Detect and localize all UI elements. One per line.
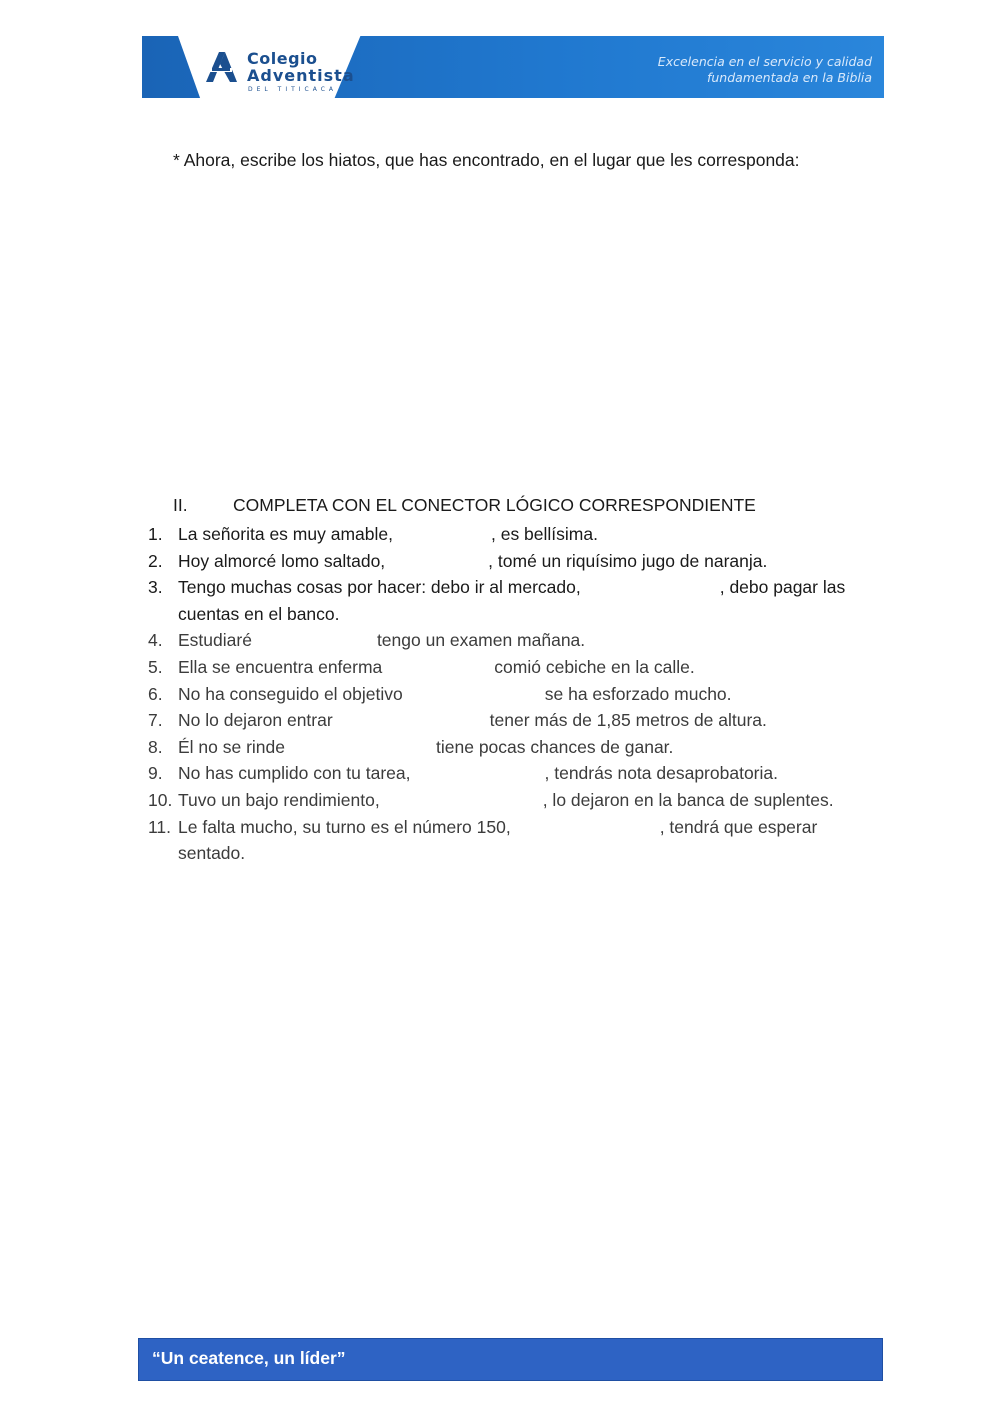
list-item bbox=[148, 734, 878, 761]
item-number: 5. bbox=[148, 656, 163, 677]
list-item bbox=[148, 681, 878, 708]
item-text-before: Ella se encuentra enferma bbox=[178, 656, 383, 677]
item-text-continuation: sentado. bbox=[178, 843, 246, 864]
item-number: 1. bbox=[148, 524, 163, 544]
item-text-after: tengo un examen mañana. bbox=[376, 630, 586, 651]
item-text-before: Estudiaré bbox=[178, 630, 252, 651]
item-text-after: , tendrás nota desaprobatoria. bbox=[544, 763, 778, 784]
item-text-after: , tomé un riquísimo jugo de naranja. bbox=[488, 550, 768, 571]
item-text-after: tiene pocas chances de ganar. bbox=[436, 736, 674, 757]
item-number: 7. bbox=[148, 710, 163, 731]
item-number: 8. bbox=[148, 736, 163, 757]
item-number: 10. bbox=[148, 789, 173, 810]
item-text-before: No has cumplido con tu tarea, bbox=[178, 763, 411, 784]
logo-name-line2: Adventista bbox=[247, 66, 355, 85]
item-text-before: Hoy almorcé lomo saltado, bbox=[178, 550, 386, 571]
list-item bbox=[148, 574, 878, 627]
logo-subtitle: DEL TITICACA bbox=[248, 86, 338, 93]
list-item bbox=[148, 627, 878, 654]
item-text-after: , tendrá que esperar bbox=[659, 816, 818, 837]
list-item bbox=[148, 548, 878, 575]
header-motto bbox=[658, 54, 872, 86]
logo-name-line1: Colegio bbox=[247, 49, 318, 68]
item-text-after: , debo pagar las bbox=[719, 577, 846, 598]
item-number: 4. bbox=[148, 630, 163, 651]
instruction-text: * Ahora, escribe los hiatos, que has encontrado, en el lugar que les corresponda: bbox=[173, 150, 800, 170]
list-item bbox=[148, 521, 878, 548]
item-text-before: Le falta mucho, su turno es el número 150, bbox=[178, 816, 511, 837]
item-text-before: No lo dejaron entrar bbox=[178, 710, 333, 731]
item-number: 9. bbox=[148, 763, 163, 784]
item-text-continuation: cuentas en el banco. bbox=[178, 603, 340, 624]
exercise-list bbox=[148, 521, 878, 867]
item-text-after: tener más de 1,85 metros de altura. bbox=[489, 710, 767, 731]
list-item bbox=[148, 654, 878, 681]
item-number: 2. bbox=[148, 550, 163, 571]
section-title: COMPLETA CON EL CONECTOR LÓGICO CORRESPONDIENTE bbox=[233, 495, 756, 515]
item-text-before: No ha conseguido el objetivo bbox=[178, 683, 403, 704]
item-number: 3. bbox=[148, 577, 163, 598]
school-logo-icon bbox=[204, 50, 238, 84]
item-text-after: se ha esforzado mucho. bbox=[544, 683, 732, 704]
item-text-after: comió cebiche en la calle. bbox=[494, 656, 695, 677]
list-item bbox=[148, 787, 878, 814]
item-number: 6. bbox=[148, 683, 163, 704]
list-item bbox=[148, 760, 878, 787]
item-text-before: La señorita es muy amable, bbox=[178, 524, 393, 544]
section-number: II. bbox=[173, 495, 188, 515]
motto-line-2: fundamentada en la Biblia bbox=[706, 70, 872, 85]
item-text-before: Tengo muchas cosas por hacer: debo ir al mercado, bbox=[178, 577, 581, 598]
list-item bbox=[148, 814, 878, 867]
item-text-before: Él no se rinde bbox=[178, 736, 286, 757]
item-text-after: , es bellísima. bbox=[490, 524, 598, 544]
motto-line-1: Excelencia en el servicio y calidad bbox=[657, 54, 872, 69]
section-heading bbox=[173, 495, 756, 516]
item-text-after: , lo dejaron en la banca de suplentes. bbox=[542, 789, 834, 810]
footer-slogan: “Un ceatence, un líder” bbox=[152, 1348, 346, 1368]
list-item bbox=[148, 707, 878, 734]
item-text-before: Tuvo un bajo rendimiento, bbox=[178, 789, 380, 810]
item-number: 11. bbox=[148, 816, 172, 837]
